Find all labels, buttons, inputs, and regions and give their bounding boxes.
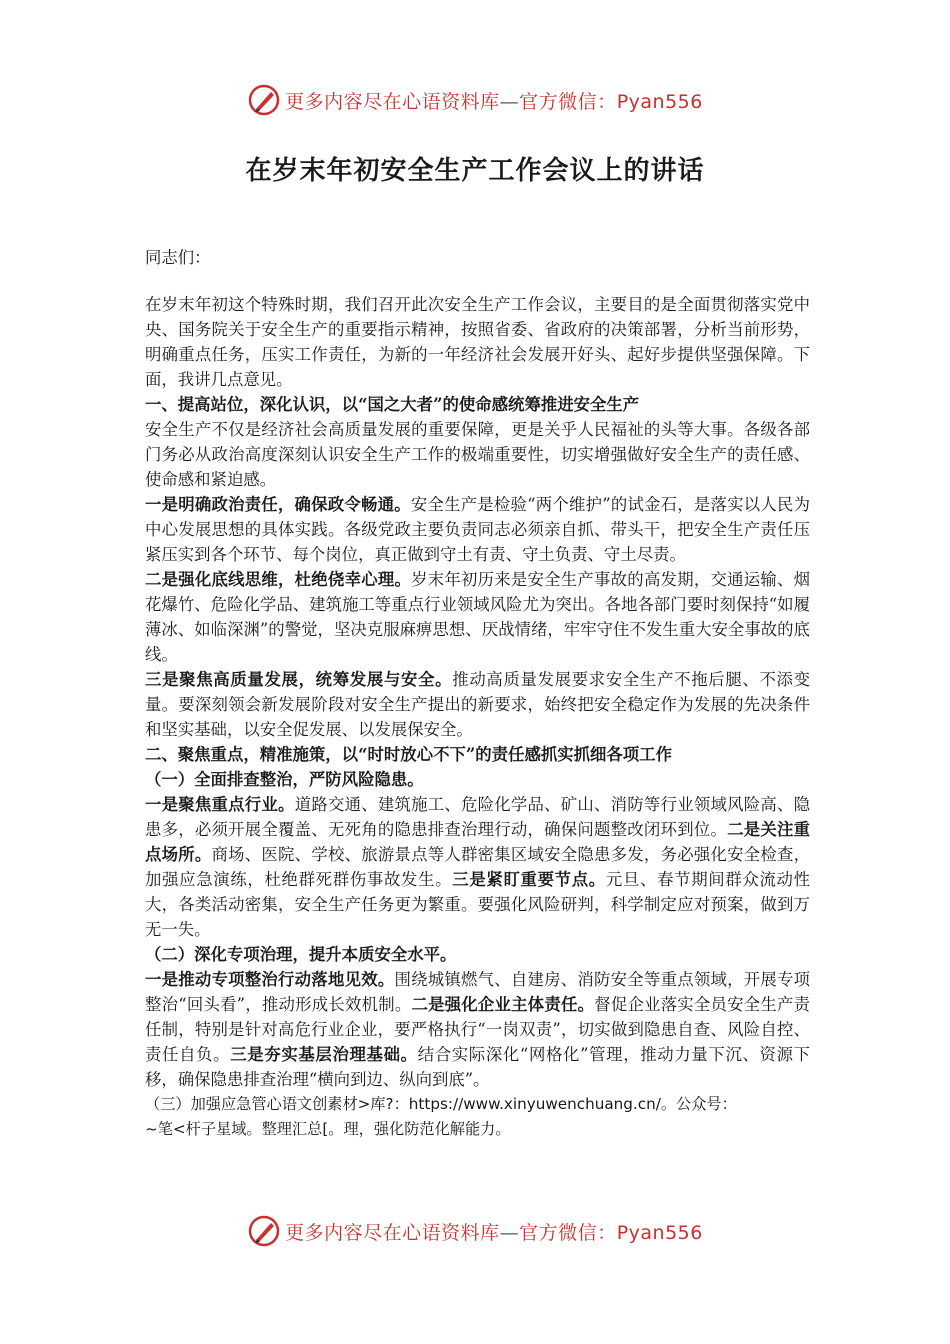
section-heading-2: 二、聚焦重点，精准施策，以“时时放心不下”的责任感抓实抓细各项工作	[145, 745, 672, 764]
section1-body: 安全生产不仅是经济社会高质量发展的重要保障，更是关乎人民福祉的头等大事。各级各部门务必从政治高度深刻认识安全生产工作的极端重要性，切实增强做好安全生产的责任感、使命感和紧迫感。	[145, 420, 810, 489]
watermark-footer	[0, 1211, 950, 1251]
document-body	[145, 292, 810, 1142]
greeting: 同志们：	[145, 248, 211, 267]
subsection3-line-2: ~笔<杆子星域。整理汇总[。理，强化防范化解能力。	[145, 1120, 511, 1138]
section1-point-3: 三是聚焦高质量发展，统筹发展与安全。推动高质量发展要求安全生产不拖后腿、不添变量。要深刻领会新发展阶段对安全生产提出的新要求，始终把安全稳定作为发展的先决条件和坚实基础，以安全促发展、以发展保安全。	[145, 670, 811, 739]
subsection-heading-2: （二）深化专项治理，提升本质安全水平。	[145, 945, 457, 964]
subsection-heading-1: （一）全面排查整治，严防风险隐患。	[145, 770, 424, 789]
document-title: 在岁末年初安全生产工作会议上的讲话	[245, 156, 705, 186]
intro-paragraph: 在岁末年初这个特殊时期，我们召开此次安全生产工作会议，主要目的是全面贯彻落实党中央、国务院关于安全生产的重要指示精神，按照省委、省政府的决策部署，分析当前形势，明确重点任务，压实工作责任，为新的一年经济社会发展开好头、起好步提供坚强保障。下面，我讲几点意见。	[145, 295, 810, 389]
subsection1-body: 一是聚焦重点行业。道路交通、建筑施工、危险化学品、矿山、消防等行业领域风险高、隐患多，必须开展全覆盖、无死角的隐患排查治理行动，确保问题整改闭环到位。二是关注重点场所。商场、医院、学校、旅游景点等人群密集区域安全隐患多发，务必强化安全检查，加强应急演练，杜绝群死群伤事故发生。三是紧盯重要节点。元旦、春节期间群众流动性大，各类活动密集，安全生产任务更为繁重。要强化风险研判，科学制定应对预案，做到万无一失。	[145, 795, 811, 939]
pen-logo-icon	[247, 83, 281, 117]
watermark-text: 更多内容尽在心语资料库—官方微信：Pyan556	[285, 1221, 703, 1244]
subsection2-body: 一是推动专项整治行动落地见效。围绕城镇燃气、自建房、消防安全等重点领域，开展专项整治“回头看”，推动形成长效机制。二是强化企业主体责任。督促企业落实全员安全生产责任制，特别是针对高危行业企业，要严格执行“一岗双责”，切实做到隐患自查、风险自控、责任自负。三是夯实基层治理基础。结合实际深化“网格化”管理，推动力量下沉、资源下移，确保隐患排查治理“横向到边、纵向到底”。	[145, 970, 811, 1089]
subsection3-line-1: （三）加强应急管心语文创素材>库?：https://www.xinyuwenchuang.cn/。公众号：	[145, 1095, 737, 1113]
pen-logo-icon	[247, 1214, 281, 1248]
section-heading-1: 一、提高站位，深化认识，以“国之大者”的使命感统筹推进安全生产	[145, 395, 640, 414]
watermark-header	[0, 80, 950, 120]
section1-point-2: 二是强化底线思维，杜绝侥幸心理。岁末年初历来是安全生产事故的高发期，交通运输、烟花爆竹、危险化学品、建筑施工等重点行业领域风险尤为突出。各地各部门要时刻保持“如履薄冰、如临深渊”的警觉，坚决克服麻痹思想、厌战情绪，牢牢守住不发生重大安全事故的底线。	[145, 570, 811, 664]
watermark-text: 更多内容尽在心语资料库—官方微信：Pyan556	[285, 90, 703, 113]
section1-point-1: 一是明确政治责任，确保政令畅通。安全生产是检验“两个维护”的试金石，是落实以人民为中心发展思想的具体实践。各级党政主要负责同志必须亲自抓、带头干，把安全生产责任压紧压实到各个环节、每个岗位，真正做到守土有责、守土负责、守土尽责。	[145, 495, 811, 564]
